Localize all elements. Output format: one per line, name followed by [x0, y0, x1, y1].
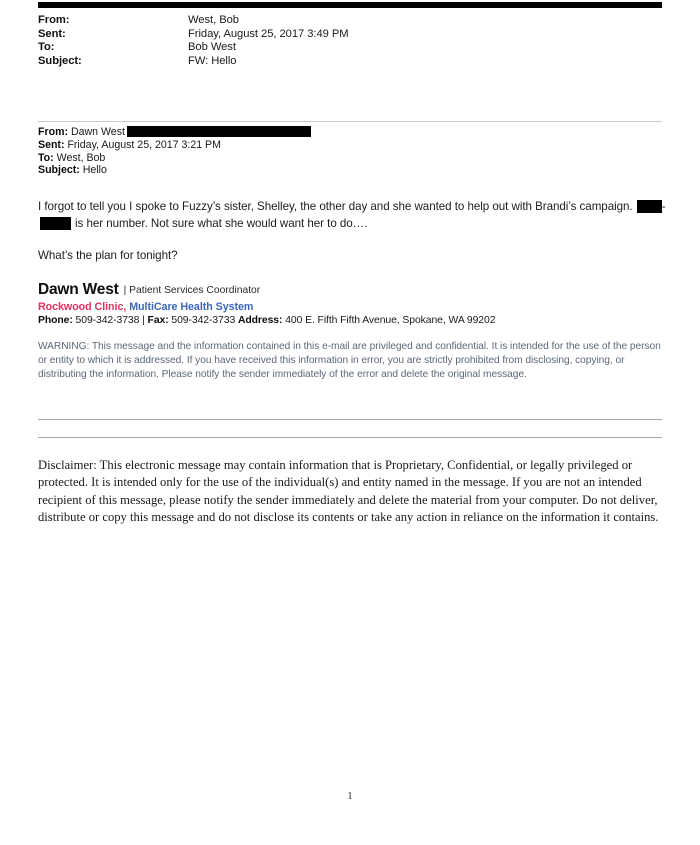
forwarded-message-header — [38, 126, 662, 177]
signature-organization-line — [38, 300, 662, 314]
phone-dash: - — [661, 200, 666, 213]
signature-name-line — [38, 281, 662, 300]
page-number: 1 — [347, 791, 353, 802]
forwarded-sent-line — [38, 139, 662, 152]
signature-phone-label: Phone: — [38, 315, 73, 326]
legal-disclaimer-block — [38, 457, 670, 527]
signature-contact-line — [38, 314, 662, 328]
message-body-paragraph-1 — [38, 198, 668, 232]
header-label-from: From: — [38, 14, 70, 26]
header-row-subject — [38, 55, 662, 69]
header-row-from — [38, 14, 662, 28]
forwarded-label-subject: Subject: — [38, 164, 80, 177]
signature-phone-value: 509-342-3738 — [75, 315, 140, 326]
signature-separator: | — [142, 315, 145, 326]
signature-fax-label: Fax: — [147, 315, 169, 326]
forwarded-label-from: From: — [38, 126, 69, 138]
message-body-paragraph-2 — [38, 247, 668, 264]
signature-clinic-name: Rockwood Clinic, — [38, 301, 127, 313]
signature-name: Dawn West — [38, 281, 119, 298]
separator-rule-bottom — [38, 437, 662, 438]
body-text-part-2: is her number. Not sure what she would want her to do…. — [75, 217, 368, 230]
forwarded-value-from: Dawn West — [70, 126, 125, 138]
body-paragraph-1-text — [38, 198, 668, 232]
signature-address-label: Address: — [237, 315, 283, 326]
forwarded-label-sent: Sent: — [38, 138, 65, 151]
forwarded-value-sent: Friday, August 25, 2017 3:21 PM — [67, 138, 221, 151]
signature-address-value: 400 E. Fifth Fifth Avenue, Spokane, WA 99202 — [285, 315, 496, 326]
header-label-subject: Subject: — [38, 54, 82, 67]
header-value-sent: Friday, August 25, 2017 3:49 PM — [188, 27, 349, 40]
header-row-sent — [38, 28, 662, 42]
separator-rule-top — [38, 419, 662, 420]
signature-title: | Patient Services Coordinator — [123, 284, 261, 296]
redacted-phone-suffix — [40, 217, 71, 230]
redacted-email-address — [127, 126, 311, 137]
forwarded-value-to: West, Bob — [56, 151, 106, 164]
header-value-to: Bob West — [188, 41, 236, 53]
top-redaction-bar — [38, 2, 662, 8]
forwarded-to-line — [38, 152, 662, 165]
forwarded-message-divider — [38, 121, 662, 122]
signature-health-system-name: MultiCare Health System — [129, 301, 254, 313]
forwarded-subject-line — [38, 164, 662, 177]
confidentiality-warning-text: WARNING: This message and the information contained in this e-mail are privileged and confidential. It is intended for the use of the person or entity to which it is addressed. If you have received this information in error, you are strictly prohibited from disclosing, copying, or distributing the information. Please notify the sender immediately of the error and delete the original message. — [38, 341, 661, 380]
signature-fax-value: 509-342-3733 — [171, 315, 236, 326]
forwarded-from-line — [38, 126, 662, 139]
body-text-part-1: I forgot to tell you I spoke to Fuzzy’s sister, Shelley, the other day and she wanted to help out with Brandi’s campaign. — [38, 200, 633, 213]
legal-disclaimer-text: Disclaimer: This electronic message may contain information that is Proprietary, Confidential, or legally privileged or protected. It is intended only for the use of the individual(s) and entity named in the message. If you are not an intended recipient of this message, please notify the sender immediately and delete the material from your computer. Do not deliver, distribute or copy this message and do not disclose its contents or take any action in reliance on the information it contains. — [38, 458, 659, 525]
forwarded-value-subject: Hello — [82, 164, 107, 177]
body-paragraph-2-text: What’s the plan for tonight? — [38, 249, 178, 262]
header-label-to: To: — [38, 41, 55, 53]
redacted-phone-prefix — [637, 200, 662, 213]
header-row-to — [38, 41, 662, 55]
email-signature-block — [38, 281, 662, 328]
forwarded-label-to: To: — [38, 151, 54, 164]
header-value-from: West, Bob — [188, 14, 239, 26]
header-label-sent: Sent: — [38, 27, 66, 40]
outer-message-header — [38, 14, 662, 68]
confidentiality-warning-block — [38, 340, 668, 382]
header-value-subject: FW: Hello — [188, 54, 237, 67]
